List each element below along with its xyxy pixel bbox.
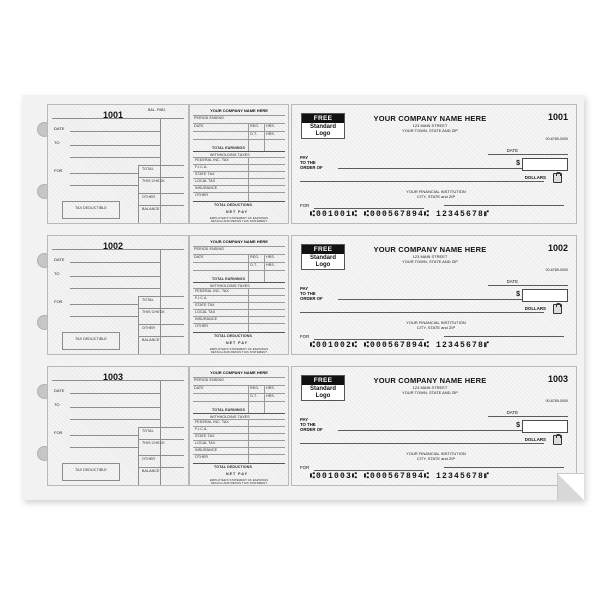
voucher-period-label: PERIOD ENDING [194, 378, 225, 382]
voucher-col-hrs: HRS. [266, 255, 275, 259]
memo-line [314, 208, 424, 209]
voucher-col-reg: REG. [250, 124, 260, 128]
stub-row-total: TOTAL [142, 429, 154, 433]
bank-name: YOUR FINANCIAL INSTITUTION [406, 320, 466, 325]
security-lock-icon [553, 304, 562, 314]
voucher-withholding-header: WITHHOLDING TAXES [210, 415, 250, 419]
voucher-col-reg: REG. [250, 255, 260, 259]
voucher-ded-other: OTHER [195, 193, 209, 197]
voucher-footer-1: EMPLOYEE'S STATEMENT OF EARNINGS [209, 347, 269, 351]
for-label: FOR [300, 465, 310, 470]
voucher-col-ot: O.T. [250, 132, 257, 136]
pay-line-2: TO THE [300, 160, 316, 166]
security-lock-icon [553, 173, 562, 183]
free-logo-box [301, 375, 345, 401]
amount-box [522, 420, 568, 433]
payee-line [338, 168, 534, 169]
micr-line: ⑆001001⑆ ⑆000567894⑆ 12345678⑈ [310, 210, 491, 219]
voucher-total-earnings: TOTAL EARNINGS [212, 146, 245, 150]
for-label: FOR [300, 203, 310, 208]
voucher-ded-federal: FEDERAL INC. TAX [195, 158, 229, 162]
free-logo-box [301, 113, 345, 139]
voucher-ded-state: STATE TAX [195, 303, 215, 307]
company-address [350, 254, 510, 264]
amount-words-line [300, 181, 544, 182]
logo-label: Logo [315, 131, 331, 137]
bank-city: CITY, STATE and ZIP [416, 325, 456, 330]
voucher-col-hrs: HRS. [266, 386, 275, 390]
stub-row-balance: BALANCE [142, 469, 160, 473]
pay-line-3: ORDER OF [300, 296, 323, 302]
pay-line-3: ORDER OF [300, 165, 323, 171]
voucher-date-label: DATE [194, 124, 204, 128]
security-lock-icon [553, 435, 562, 445]
voucher-ded-insurance: INSURANCE [195, 186, 218, 190]
address-line-1: 123 MAIN STREET [412, 385, 448, 390]
signature-line [444, 336, 564, 337]
bank-info [376, 451, 496, 461]
logo-label: Logo [315, 393, 331, 399]
voucher-ded-federal: FEDERAL INC. TAX [195, 289, 229, 293]
pay-line-1: PAY [300, 417, 309, 422]
bank-city: CITY, STATE and ZIP [416, 456, 456, 461]
stub-date-label: DATE [54, 126, 65, 131]
standard-label: Standard [309, 124, 336, 130]
stub-row-balance: BALANCE [142, 207, 160, 211]
date-line [488, 285, 568, 286]
voucher-company-name: YOUR COMPANY NAME HERE [210, 239, 268, 244]
check-number: 1002 [547, 243, 568, 253]
voucher-ded-federal: FEDERAL INC. TAX [195, 420, 229, 424]
voucher-total-deductions: TOTAL DEDUCTIONS [214, 334, 252, 338]
check-row [29, 104, 577, 224]
standard-label: Standard [309, 255, 336, 261]
company-address [350, 385, 510, 395]
stub-date-label: DATE [54, 388, 65, 393]
check-face [291, 104, 577, 224]
stub-date-label: DATE [54, 257, 65, 262]
pay-line-2: TO THE [300, 291, 316, 297]
stub-bal-fwd-label: BAL. FWD. [148, 108, 166, 112]
address-line-1: 123 MAIN STREET [412, 123, 448, 128]
amount-words-line [300, 312, 544, 313]
pay-to-order-label [300, 155, 323, 171]
stub-row-this-check: THIS CHECK [142, 310, 165, 314]
micr-line: ⑆001003⑆ ⑆000567894⑆ 12345678⑈ [310, 472, 491, 481]
address-line-1: 123 MAIN STREET [412, 254, 448, 259]
voucher-net-pay: NET PAY [226, 341, 248, 345]
voucher-ded-local: LOCAL TAX [195, 441, 216, 445]
date-label: DATE [506, 148, 518, 153]
stub-tax-deductible-label: TAX DEDUCTIBLE [75, 337, 107, 341]
voucher-col-hrs2: HRS. [266, 132, 275, 136]
address-line-2: YOUR TOWN, STATE AND ZIP [402, 390, 458, 395]
company-name: YOUR COMPANY NAME HERE [373, 376, 487, 385]
stub-for-label: FOR [54, 430, 63, 435]
voucher [189, 235, 289, 355]
check-stub [47, 235, 189, 355]
bank-info [376, 189, 496, 199]
voucher-company-name: YOUR COMPANY NAME HERE [210, 370, 268, 375]
date-line [488, 154, 568, 155]
voucher-company-name: YOUR COMPANY NAME HERE [210, 108, 268, 113]
voucher-col-ot: O.T. [250, 394, 257, 398]
voucher-ded-insurance: INSURANCE [195, 448, 218, 452]
amount-box [522, 289, 568, 302]
free-label: FREE [302, 245, 344, 254]
routing-fraction: 00-6789-0000 [545, 137, 568, 141]
memo-line [314, 339, 424, 340]
micr-line: ⑆001002⑆ ⑆000567894⑆ 12345678⑈ [310, 341, 491, 350]
voucher-total-earnings: TOTAL EARNINGS [212, 277, 245, 281]
voucher-date-label: DATE [194, 255, 204, 259]
voucher-ded-state: STATE TAX [195, 434, 215, 438]
stub-to-label: TO [54, 140, 60, 145]
stub-to-label: TO [54, 402, 60, 407]
stub-check-number: 1002 [103, 241, 124, 251]
voucher-withholding-header: WITHHOLDING TAXES [210, 153, 250, 157]
stub-tax-deductible-label: TAX DEDUCTIBLE [75, 468, 107, 472]
voucher-footer-1: EMPLOYEE'S STATEMENT OF EARNINGS [209, 478, 269, 482]
company-address [350, 123, 510, 133]
stub-for-label: FOR [54, 299, 63, 304]
stub-row-other: OTHER [142, 195, 156, 199]
payee-line [338, 430, 534, 431]
check-row [29, 235, 577, 355]
voucher-col-hrs2: HRS. [266, 394, 275, 398]
pay-line-2: TO THE [300, 422, 316, 428]
bank-city: CITY, STATE and ZIP [416, 194, 456, 199]
stub-check-number: 1003 [103, 372, 124, 382]
stub-row-other: OTHER [142, 457, 156, 461]
page-curl-corner [557, 473, 584, 500]
amount-words-line [300, 443, 544, 444]
voucher-total-deductions: TOTAL DEDUCTIONS [214, 203, 252, 207]
voucher-date-label: DATE [194, 386, 204, 390]
address-line-2: YOUR TOWN, STATE AND ZIP [402, 259, 458, 264]
dollar-sign: $ [516, 422, 520, 429]
voucher [189, 104, 289, 224]
stub-to-label: TO [54, 271, 60, 276]
voucher-footer-2: DETACH AND RETAIN THIS STATEMENT [210, 350, 268, 354]
stub-row-total: TOTAL [142, 298, 154, 302]
dollars-label: DOLLARS [524, 437, 546, 442]
voucher-ded-other: OTHER [195, 324, 209, 328]
signature-line [444, 467, 564, 468]
bank-name: YOUR FINANCIAL INSTITUTION [406, 451, 466, 456]
pay-line-1: PAY [300, 286, 309, 291]
date-label: DATE [506, 410, 518, 415]
dollars-label: DOLLARS [524, 306, 546, 311]
dollar-sign: $ [516, 160, 520, 167]
logo-label: Logo [315, 262, 331, 268]
check-face [291, 366, 577, 486]
free-label: FREE [302, 376, 344, 385]
bank-info [376, 320, 496, 330]
voucher-net-pay: NET PAY [226, 210, 248, 214]
voucher-ded-state: STATE TAX [195, 172, 215, 176]
dollars-label: DOLLARS [524, 175, 546, 180]
check-stub [47, 366, 189, 486]
routing-fraction: 00-6789-0000 [545, 399, 568, 403]
check-number: 1003 [547, 374, 568, 384]
stub-row-balance: BALANCE [142, 338, 160, 342]
voucher-footer-2: DETACH AND RETAIN THIS STATEMENT [210, 219, 268, 223]
stub-check-number: 1001 [103, 110, 124, 120]
voucher-ded-local: LOCAL TAX [195, 179, 216, 183]
voucher-col-ot: O.T. [250, 263, 257, 267]
check-row [29, 366, 577, 486]
voucher-col-hrs2: HRS. [266, 263, 275, 267]
payee-line [338, 299, 534, 300]
voucher-net-pay: NET PAY [226, 472, 248, 476]
voucher [189, 366, 289, 486]
address-line-2: YOUR TOWN, STATE AND ZIP [402, 128, 458, 133]
voucher-withholding-header: WITHHOLDING TAXES [210, 284, 250, 288]
memo-line [314, 470, 424, 471]
voucher-ded-other: OTHER [195, 455, 209, 459]
free-label: FREE [302, 114, 344, 123]
company-name: YOUR COMPANY NAME HERE [373, 114, 487, 123]
voucher-col-hrs: HRS. [266, 124, 275, 128]
voucher-ded-insurance: INSURANCE [195, 317, 218, 321]
stub-for-label: FOR [54, 168, 63, 173]
date-line [488, 416, 568, 417]
check-number: 1001 [547, 112, 568, 122]
dollar-sign: $ [516, 291, 520, 298]
voucher-footer-2: DETACH AND RETAIN THIS STATEMENT [210, 481, 268, 485]
pay-to-order-label [300, 286, 323, 302]
free-logo-box [301, 244, 345, 270]
for-label: FOR [300, 334, 310, 339]
pay-to-order-label [300, 417, 323, 433]
signature-line [444, 205, 564, 206]
standard-label: Standard [309, 386, 336, 392]
voucher-ded-fica: F.I.C.A. [195, 296, 208, 300]
bank-name: YOUR FINANCIAL INSTITUTION [406, 189, 466, 194]
voucher-total-deductions: TOTAL DEDUCTIONS [214, 465, 252, 469]
stub-row-total: TOTAL [142, 167, 154, 171]
pay-line-3: ORDER OF [300, 427, 323, 433]
stub-tax-deductible-label: TAX DEDUCTIBLE [75, 206, 107, 210]
company-name: YOUR COMPANY NAME HERE [373, 245, 487, 254]
stub-row-this-check: THIS CHECK [142, 441, 165, 445]
voucher-col-reg: REG. [250, 386, 260, 390]
date-label: DATE [506, 279, 518, 284]
voucher-ded-fica: F.I.C.A. [195, 165, 208, 169]
check-stub [47, 104, 189, 224]
voucher-footer-1: EMPLOYEE'S STATEMENT OF EARNINGS [209, 216, 269, 220]
voucher-total-earnings: TOTAL EARNINGS [212, 408, 245, 412]
amount-box [522, 158, 568, 171]
check-sheet [22, 95, 584, 500]
stub-row-other: OTHER [142, 326, 156, 330]
voucher-period-label: PERIOD ENDING [194, 116, 225, 120]
pay-line-1: PAY [300, 155, 309, 160]
voucher-period-label: PERIOD ENDING [194, 247, 225, 251]
stub-row-this-check: THIS CHECK [142, 179, 165, 183]
voucher-ded-local: LOCAL TAX [195, 310, 216, 314]
check-face [291, 235, 577, 355]
voucher-ded-fica: F.I.C.A. [195, 427, 208, 431]
routing-fraction: 00-6789-0000 [545, 268, 568, 272]
